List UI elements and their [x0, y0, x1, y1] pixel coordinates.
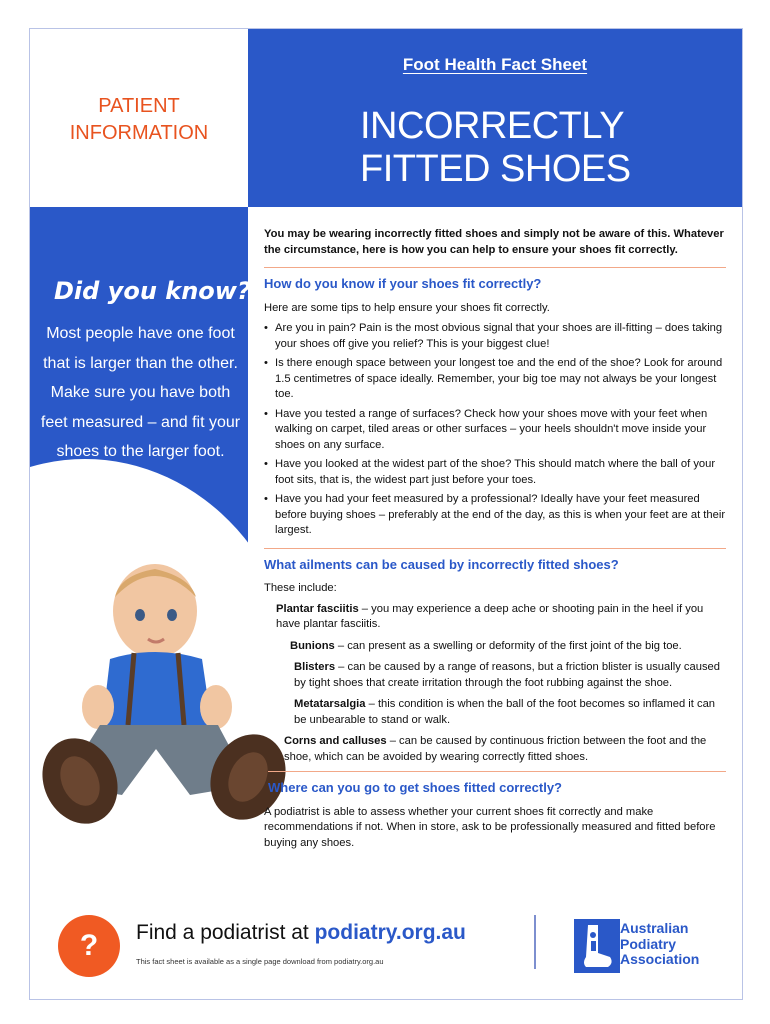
title-line: INCORRECTLY	[360, 105, 625, 147]
section-heading: How do you know if your shoes fit correctly?	[264, 276, 542, 291]
footer-divider	[534, 915, 536, 969]
download-note: This fact sheet is available as a single page download from podiatry.org.au	[136, 957, 384, 966]
ailment-item: Bunions – can present as a swelling or deformity of the first joint of the big toe.	[290, 639, 682, 652]
section-lead: These include:	[264, 582, 337, 594]
podiatry-link[interactable]: podiatry.org.au	[314, 921, 466, 944]
divider	[264, 267, 726, 268]
page-title	[360, 105, 631, 191]
footer	[30, 907, 742, 999]
main-content	[264, 227, 726, 851]
tips-list	[264, 321, 726, 539]
section-text: A podiatrist is able to assess whether your current shoes fit correctly and make recommendations if not. When in store, ask to be professionally measured and fitted before buying any shoes.	[264, 805, 716, 849]
find-podiatrist-text: Find a podiatrist at podiatry.org.au	[136, 921, 466, 944]
section-lead: Here are some tips to help ensure your shoes fit correctly.	[264, 301, 550, 314]
title-banner	[248, 29, 742, 207]
divider	[264, 548, 726, 549]
section-heading: What ailments can be caused by incorrectly fitted shoes?	[264, 556, 619, 572]
association-logo-text: Australian Podiatry Association	[620, 920, 700, 967]
did-you-know-heading: Did you know?	[54, 277, 251, 305]
section-heading: Where can you go to get shoes fitted correctly?	[268, 780, 562, 795]
sheet-label: Foot Health Fact Sheet	[402, 55, 588, 74]
divider	[268, 771, 726, 772]
intro-text: You may be wearing incorrectly fitted shoes and simply not be aware of this. Whatever the circumstance, here is how you can help to ensure your shoes fit correctly.	[264, 228, 724, 256]
list-item: • Are you in pain? Pain is the most obvious signal that your shoes are ill-fitting – does taking your shoes off give you relief? This is your biggest clue!	[264, 321, 726, 352]
fact-sheet	[29, 28, 743, 1000]
question-icon: ?	[58, 915, 120, 977]
ailment-item: Metatarsalgia – this condition is when the ball of the foot becomes so inflamed it can be unbearable to stand or walk.	[294, 698, 716, 726]
list-item: • Have you tested a range of surfaces? Check how your shoes move with your feet when walking on carpet, tiled areas or other surfaces – your heels shouldn't move inside your shoes on any surface.	[264, 407, 726, 454]
patient-information-label: PATIENT INFORMATION	[69, 95, 209, 144]
baby-photo	[40, 549, 288, 829]
list-item: • Have you looked at the widest part of the shoe? This should match where the ball of your foot sits, that is, the widest part just before your toes.	[264, 457, 726, 488]
did-you-know-text: Most people have one foot that is larger than the other. Make sure you have both feet measured – and fit your shoes to the larger foot.	[40, 325, 241, 460]
foot-logo-icon	[574, 919, 620, 973]
ailment-item: Corns and calluses – can be caused by continuous friction between the foot and the shoe, which can be avoided by wearing correctly fitted shoes.	[284, 735, 707, 763]
list-item: • Is there enough space between your longest toe and the end of the shoe? Look for around 1.5 centimetres of space ideally. Remember, your big toe may not always be your longest toe.	[264, 356, 726, 403]
title-line: FITTED SHOES	[360, 148, 631, 190]
ailment-item: Plantar fasciitis – you may experience a deep ache or shooting pain in the heel if you have plantar fasciitis.	[276, 602, 704, 630]
ailment-item: Blisters – can be caused by a range of reasons, but a friction blister is usually caused by tight shoes that create irritation through the foot rubbing against the shoe.	[294, 661, 720, 689]
list-item: • Have you had your feet measured by a professional? Ideally have your feet measured before buying shoes – preferably at the end of the day, as this is when your feet are at their largest.	[264, 492, 726, 539]
